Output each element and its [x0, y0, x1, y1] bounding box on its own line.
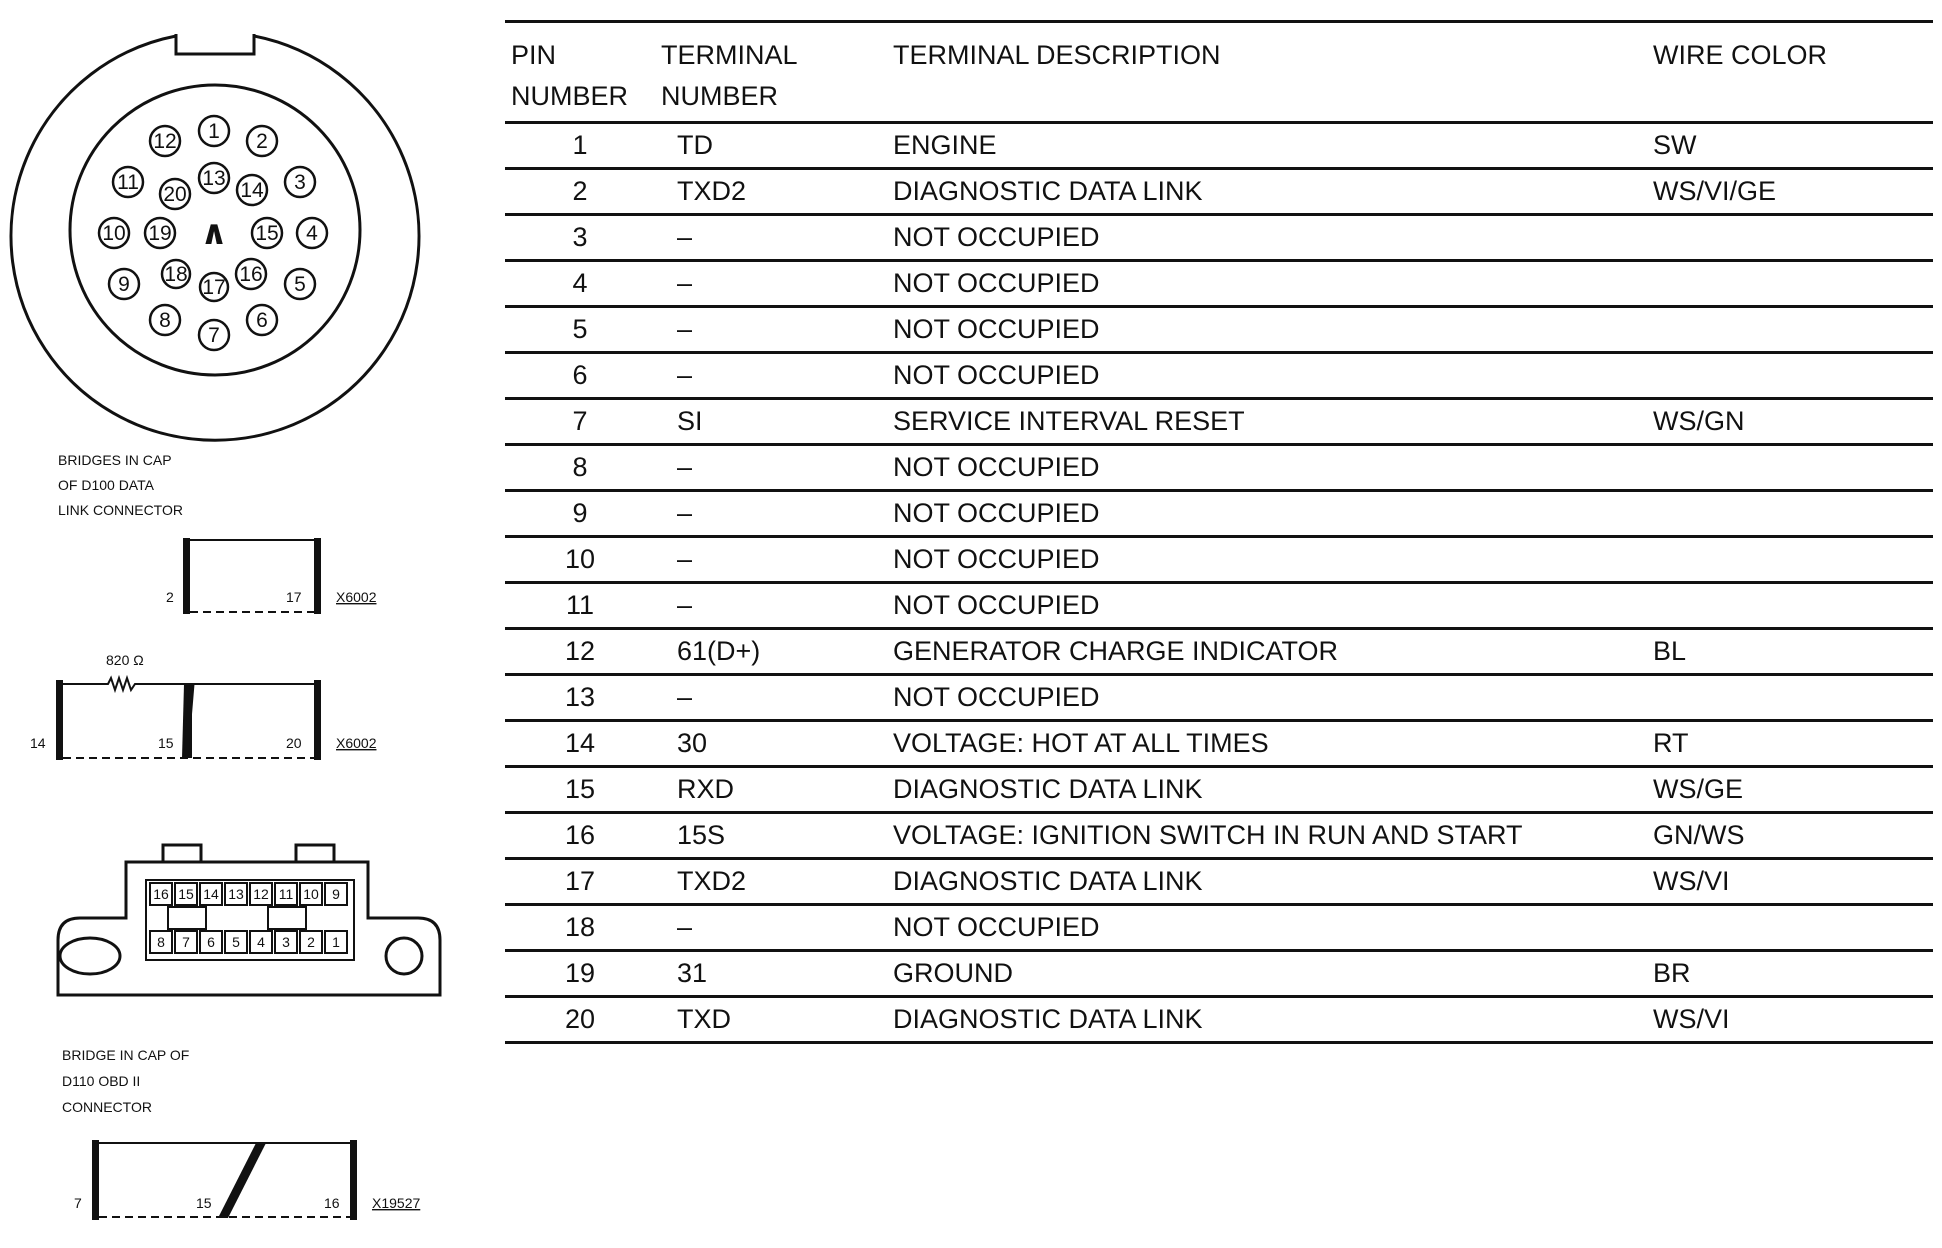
- obd-pin-9: [325, 883, 347, 905]
- wire-color-cell: [1647, 353, 1933, 399]
- wire-color-cell: BR: [1647, 951, 1933, 997]
- obd-pin-label: 2: [307, 934, 315, 950]
- terminal-description-cell: DIAGNOSTIC DATA LINK: [887, 169, 1647, 215]
- pin-number-cell: 19: [505, 951, 655, 997]
- pin-number-cell: 13: [505, 675, 655, 721]
- wire-color-cell: WS/GN: [1647, 399, 1933, 445]
- wire-color-cell: WS/VI: [1647, 859, 1933, 905]
- obd-pin-label: 6: [207, 934, 215, 950]
- caption-d110-line-2: D110 OBD II: [62, 1073, 141, 1089]
- wire-color-cell: BL: [1647, 629, 1933, 675]
- round-pin-label: 4: [306, 222, 318, 245]
- terminal-number-cell: 61(D+): [655, 629, 887, 675]
- round-pin-12: [150, 126, 180, 156]
- round-pin-label: 17: [202, 276, 226, 299]
- table-header-row: [505, 22, 1933, 123]
- terminal-description-cell: NOT OCCUPIED: [887, 537, 1647, 583]
- table-row: [505, 169, 1933, 215]
- obd-pin-8: [150, 931, 172, 953]
- round-pin-4: [297, 218, 327, 248]
- terminal-number-cell: TXD2: [655, 169, 887, 215]
- pin-label-16: 16: [324, 1195, 340, 1211]
- round-pin-label: 18: [164, 263, 188, 286]
- terminal-number-cell: 31: [655, 951, 887, 997]
- table-row: [505, 491, 1933, 537]
- terminal-description-cell: GENERATOR CHARGE INDICATOR: [887, 629, 1647, 675]
- round-pin-11: [113, 167, 143, 197]
- terminal-number-cell: 15S: [655, 813, 887, 859]
- table-row: [505, 583, 1933, 629]
- terminal-description-cell: NOT OCCUPIED: [887, 583, 1647, 629]
- round-pin-label: 16: [239, 263, 263, 286]
- pin-number-cell: 1: [505, 123, 655, 169]
- table-row: [505, 261, 1933, 307]
- wire-color-cell: [1647, 307, 1933, 353]
- header-terminal-number: TERMINAL NUMBER: [661, 40, 798, 111]
- terminal-description-cell: ENGINE: [887, 123, 1647, 169]
- part-label-x6002: X6002: [336, 589, 377, 605]
- obd-pin-label: 5: [232, 934, 240, 950]
- obd-connector: [58, 845, 440, 995]
- pin-number-cell: 5: [505, 307, 655, 353]
- obd-pin-label: 12: [253, 886, 269, 902]
- terminal-description-cell: NOT OCCUPIED: [887, 445, 1647, 491]
- wire-color-cell: WS/VI: [1647, 997, 1933, 1043]
- caption-line-2: OF D100 DATA: [58, 477, 154, 493]
- pin-number-cell: 11: [505, 583, 655, 629]
- obd-pin-13: [225, 883, 247, 905]
- terminal-description-cell: NOT OCCUPIED: [887, 675, 1647, 721]
- table-row: [505, 399, 1933, 445]
- obd-pin-11: [275, 883, 297, 905]
- obd-pin-label: 11: [278, 886, 294, 902]
- wire-color-cell: [1647, 215, 1933, 261]
- round-pin-label: 19: [148, 222, 172, 245]
- obd-pin-1: [325, 931, 347, 953]
- bridge-2-17: [166, 538, 377, 614]
- obd-pin-5: [225, 931, 247, 953]
- terminal-number-cell: SI: [655, 399, 887, 445]
- pin-label-20: 20: [286, 735, 302, 751]
- terminal-description-cell: NOT OCCUPIED: [887, 353, 1647, 399]
- terminal-number-cell: 30: [655, 721, 887, 767]
- pin-number-cell: 7: [505, 399, 655, 445]
- pin-number-cell: 18: [505, 905, 655, 951]
- pin-label-2: 2: [166, 589, 174, 605]
- wire-color-cell: [1647, 445, 1933, 491]
- terminal-description-cell: VOLTAGE: HOT AT ALL TIMES: [887, 721, 1647, 767]
- terminal-description-cell: NOT OCCUPIED: [887, 307, 1647, 353]
- pin-number-cell: 3: [505, 215, 655, 261]
- table-row: [505, 445, 1933, 491]
- round-pin-1: [199, 116, 229, 146]
- wire-color-cell: RT: [1647, 721, 1933, 767]
- pin-number-cell: 14: [505, 721, 655, 767]
- bridge-14-15-20: [30, 652, 377, 760]
- round-pin-13: [199, 163, 229, 193]
- obd-pin-15: [175, 883, 197, 905]
- terminal-number-cell: –: [655, 905, 887, 951]
- terminal-number-cell: –: [655, 215, 887, 261]
- round-pin-17: [200, 273, 228, 301]
- table-row: [505, 629, 1933, 675]
- round-pin-16: [236, 259, 266, 289]
- bridge-7-15-16: [74, 1140, 420, 1220]
- terminal-description-cell: SERVICE INTERVAL RESET: [887, 399, 1647, 445]
- round-pin-5: [285, 269, 315, 299]
- table-row: [505, 767, 1933, 813]
- round-pin-18: [162, 260, 190, 288]
- pin-label-15: 15: [158, 735, 174, 751]
- pin-number-cell: 16: [505, 813, 655, 859]
- round-pin-10: [99, 218, 129, 248]
- round-pin-label: 14: [240, 179, 264, 202]
- terminal-description-cell: NOT OCCUPIED: [887, 261, 1647, 307]
- obd-pin-3: [275, 931, 297, 953]
- terminal-number-cell: –: [655, 675, 887, 721]
- round-pin-8: [150, 305, 180, 335]
- table-row: [505, 537, 1933, 583]
- round-pin-9: [109, 269, 139, 299]
- obd-pin-6: [200, 931, 222, 953]
- round-pin-label: 10: [102, 222, 126, 245]
- terminal-number-cell: –: [655, 353, 887, 399]
- pin-number-cell: 10: [505, 537, 655, 583]
- table-row: [505, 997, 1933, 1043]
- obd-pin-2: [300, 931, 322, 953]
- terminal-description-cell: DIAGNOSTIC DATA LINK: [887, 859, 1647, 905]
- pin-label-17: 17: [286, 589, 302, 605]
- terminal-number-cell: –: [655, 583, 887, 629]
- bridge-d110-caption: [62, 1047, 189, 1115]
- terminal-number-cell: –: [655, 445, 887, 491]
- terminal-description-cell: NOT OCCUPIED: [887, 491, 1647, 537]
- pin-number-cell: 8: [505, 445, 655, 491]
- wire-color-cell: WS/VI/GE: [1647, 169, 1933, 215]
- round-pin-label: 13: [202, 167, 226, 190]
- round-pin-label: 11: [117, 171, 139, 194]
- table-row: [505, 307, 1933, 353]
- key-glyph: ∧: [200, 214, 228, 252]
- pin-number-cell: 15: [505, 767, 655, 813]
- obd-pin-label: 8: [157, 934, 165, 950]
- terminal-number-cell: RXD: [655, 767, 887, 813]
- terminal-description-cell: VOLTAGE: IGNITION SWITCH IN RUN AND START: [887, 813, 1647, 859]
- round-pin-label: 9: [118, 273, 130, 296]
- obd-pin-label: 7: [182, 934, 190, 950]
- pin-number-cell: 20: [505, 997, 655, 1043]
- obd-pin-label: 3: [282, 934, 290, 950]
- round-pin-14: [237, 175, 267, 205]
- pin-label-14: 14: [30, 735, 46, 751]
- round-pin-label: 20: [163, 183, 187, 206]
- table-row: [505, 951, 1933, 997]
- obd-pin-label: 15: [178, 886, 194, 902]
- wire-color-cell: [1647, 537, 1933, 583]
- round-pin-label: 5: [294, 273, 306, 296]
- wire-color-cell: [1647, 261, 1933, 307]
- terminal-description-cell: NOT OCCUPIED: [887, 215, 1647, 261]
- obd-pin-label: 9: [332, 886, 340, 902]
- table-row: [505, 859, 1933, 905]
- round-pin-6: [247, 305, 277, 335]
- table-row: [505, 675, 1933, 721]
- wire-color-cell: WS/GE: [1647, 767, 1933, 813]
- pin-number-cell: 4: [505, 261, 655, 307]
- pin-number-cell: 2: [505, 169, 655, 215]
- round-pin-label: 1: [208, 120, 220, 143]
- terminal-number-cell: –: [655, 261, 887, 307]
- wire-color-cell: SW: [1647, 123, 1933, 169]
- round-pin-3: [285, 167, 315, 197]
- round-pin-7: [199, 320, 229, 350]
- bridges-d100-caption: [58, 452, 183, 518]
- wire-color-cell: [1647, 583, 1933, 629]
- table-row: [505, 353, 1933, 399]
- terminal-number-cell: TXD: [655, 997, 887, 1043]
- header-wire-color: WIRE COLOR: [1653, 40, 1828, 70]
- terminal-description-cell: DIAGNOSTIC DATA LINK: [887, 997, 1647, 1043]
- round-pin-15: [252, 218, 282, 248]
- round-pin-19: [145, 218, 175, 248]
- round-pin-20: [160, 179, 190, 209]
- pin-number-cell: 17: [505, 859, 655, 905]
- obd-pin-label: 14: [203, 886, 219, 902]
- round-pin-label: 15: [255, 222, 279, 245]
- table-row: [505, 215, 1933, 261]
- obd-pin-label: 16: [153, 886, 169, 902]
- caption-line-3: LINK CONNECTOR: [58, 502, 183, 518]
- header-pin-number: PIN NUMBER: [511, 40, 629, 111]
- resistor-label: 820 Ω: [106, 652, 144, 668]
- table-row: [505, 905, 1933, 951]
- obd-pin-label: 10: [303, 886, 319, 902]
- pin-number-cell: 6: [505, 353, 655, 399]
- obd-pin-10: [300, 883, 322, 905]
- round-pin-label: 12: [153, 130, 177, 153]
- terminal-number-cell: –: [655, 491, 887, 537]
- pin-number-cell: 12: [505, 629, 655, 675]
- obd-pin-label: 13: [228, 886, 244, 902]
- round-connector: [11, 34, 419, 440]
- part-label-x19527: X19527: [372, 1195, 421, 1211]
- obd-pin-16: [150, 883, 172, 905]
- header-terminal-description: TERMINAL DESCRIPTION: [893, 40, 1221, 70]
- round-pin-label: 8: [159, 309, 171, 332]
- terminal-description-cell: NOT OCCUPIED: [887, 905, 1647, 951]
- table-row: [505, 721, 1933, 767]
- wire-color-cell: [1647, 905, 1933, 951]
- part-label-x6002-b: X6002: [336, 735, 377, 751]
- obd-pin-4: [250, 931, 272, 953]
- table-row: [505, 123, 1933, 169]
- terminal-number-cell: –: [655, 307, 887, 353]
- caption-line-1: BRIDGES IN CAP: [58, 452, 172, 468]
- terminal-description-cell: DIAGNOSTIC DATA LINK: [887, 767, 1647, 813]
- round-pin-label: 7: [208, 324, 220, 347]
- round-pin-label: 2: [256, 130, 268, 153]
- pin-number-cell: 9: [505, 491, 655, 537]
- terminal-number-cell: TXD2: [655, 859, 887, 905]
- terminal-description-cell: GROUND: [887, 951, 1647, 997]
- pin-assignment-table: [505, 20, 1933, 1044]
- terminal-number-cell: –: [655, 537, 887, 583]
- wire-color-cell: [1647, 675, 1933, 721]
- obd-pin-14: [200, 883, 222, 905]
- pin-label-15-obd: 15: [196, 1195, 212, 1211]
- obd-pin-12: [250, 883, 272, 905]
- caption-d110-line-1: BRIDGE IN CAP OF: [62, 1047, 190, 1063]
- table-row: [505, 813, 1933, 859]
- pin-label-7: 7: [74, 1195, 82, 1211]
- obd-pin-label: 4: [257, 934, 265, 950]
- round-pin-2: [247, 126, 277, 156]
- obd-pin-7: [175, 931, 197, 953]
- obd-pin-label: 1: [332, 934, 340, 950]
- round-pin-label: 6: [256, 309, 268, 332]
- caption-d110-line-3: CONNECTOR: [62, 1099, 152, 1115]
- wire-color-cell: [1647, 491, 1933, 537]
- terminal-number-cell: TD: [655, 123, 887, 169]
- connector-diagrams: [0, 0, 490, 1248]
- wire-color-cell: GN/WS: [1647, 813, 1933, 859]
- round-pin-label: 3: [294, 171, 306, 194]
